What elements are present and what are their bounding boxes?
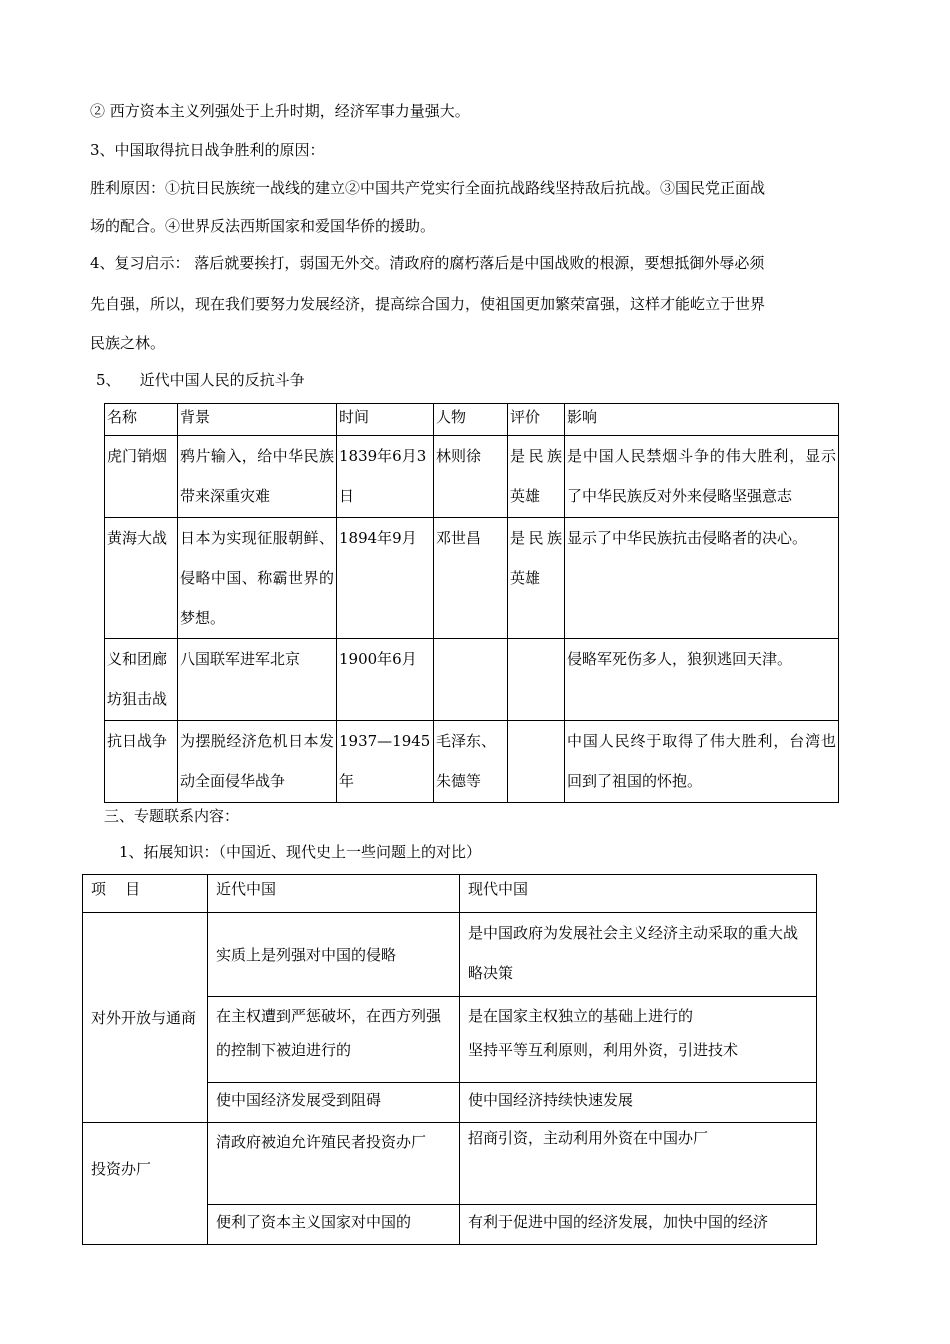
- header-contemporary-china: 现代中国: [460, 875, 817, 913]
- cell-name: 黄海大战: [105, 518, 178, 639]
- extension-knowledge-heading: 1、拓展知识：（中国近、现代史上一些问题上的对比）: [119, 843, 482, 861]
- section-3-heading: 三、专题联系内容：: [104, 807, 240, 825]
- cell-name: 义和团廊坊狙击战: [105, 639, 178, 721]
- header-time: 时间: [337, 404, 434, 436]
- cell-time: 1937—1945年: [337, 721, 434, 803]
- paragraph-1: ② 西方资本主义列强处于上升时期，经济军事力量强大。: [90, 102, 470, 120]
- comparison-table: [82, 874, 817, 1245]
- cell-early: 在主权遭到严惩破坏，在西方列强的控制下被迫进行的: [208, 997, 460, 1083]
- paragraph-2: 3、中国取得抗日战争胜利的原因：: [90, 141, 325, 159]
- table-row: [83, 913, 817, 997]
- cell-time: 1900年6月: [337, 639, 434, 721]
- header-name: 名称: [105, 404, 178, 436]
- group-label-investment: 投资办厂: [83, 1123, 208, 1245]
- cell-contemporary: 是在国家主权独立的基础上进行的 坚持平等互利原则，利用外资，引进技术: [460, 997, 817, 1083]
- cell-person: 邓世昌: [434, 518, 508, 639]
- header-item: 项 目: [83, 875, 208, 913]
- table-row: [105, 436, 839, 518]
- cell-background: 八国联军进军北京: [178, 639, 337, 721]
- cell-early: 使中国经济发展受到阻碍: [208, 1083, 460, 1123]
- cell-name: 抗日战争: [105, 721, 178, 803]
- paragraph-3-line-1: 胜利原因：①抗日民族统一战线的建立②中国共产党实行全面抗战路线坚持敌后抗战。③国民党正面战: [90, 179, 766, 197]
- cell-early: 清政府被迫允许殖民者投资办厂: [208, 1123, 460, 1205]
- cell-influence: 中国人民终于取得了伟大胜利，台湾也回到了祖国的怀抱。: [565, 721, 839, 803]
- cell-person: 林则徐: [434, 436, 508, 518]
- cell-person: 毛泽东、朱德等: [434, 721, 508, 803]
- table-row: [105, 721, 839, 803]
- cell-time: 1894年9月: [337, 518, 434, 639]
- group-label-opening: 对外开放与通商: [83, 913, 208, 1123]
- paragraph-4-line-3: 民族之林。: [90, 334, 166, 352]
- paragraph-3-line-2: 场的配合。④世界反法西斯国家和爱国华侨的援助。: [90, 217, 436, 235]
- cell-background: 鸦片输入，给中华民族带来深重灾难: [178, 436, 337, 518]
- cell-evaluation: [508, 639, 565, 721]
- header-influence: 影响: [565, 404, 839, 436]
- header-modern-china-early: 近代中国: [208, 875, 460, 913]
- cell-contemporary: 使中国经济持续快速发展: [460, 1083, 817, 1123]
- cell-person: [434, 639, 508, 721]
- resistance-table: [104, 403, 839, 803]
- table-header-row: [105, 404, 839, 436]
- cell-background: 为摆脱经济危机日本发动全面侵华战争: [178, 721, 337, 803]
- paragraph-4-line-2: 先自强，所以，现在我们要努力发展经济，提高综合国力，使祖国更加繁荣富强，这样才能屹立于世界: [90, 295, 766, 313]
- cell-influence: 是中国人民禁烟斗争的伟大胜利，显示了中华民族反对外来侵略坚强意志: [565, 436, 839, 518]
- cell-contemporary: 有利于促进中国的经济发展，加快中国的经济: [460, 1205, 817, 1245]
- cell-contemporary: 招商引资，主动利用外资在中国办厂: [460, 1123, 817, 1205]
- cell-time: 1839年6月3日: [337, 436, 434, 518]
- cell-influence: 显示了中华民族抗击侵略者的决心。: [565, 518, 839, 639]
- cell-early: 实质上是列强对中国的侵略: [208, 913, 460, 997]
- cell-background: 日本为实现征服朝鲜、侵略中国、称霸世界的梦想。: [178, 518, 337, 639]
- table-row: [83, 1123, 817, 1205]
- cell-influence: 侵略军死伤多人，狼狈逃回天津。: [565, 639, 839, 721]
- cell-evaluation: 是民族英雄: [508, 518, 565, 639]
- cell-evaluation: [508, 721, 565, 803]
- table-row: [105, 639, 839, 721]
- cell-name: 虎门销烟: [105, 436, 178, 518]
- header-evaluation: 评价: [508, 404, 565, 436]
- cell-early: 便利了资本主义国家对中国的: [208, 1205, 460, 1245]
- paragraph-4-line-1: 4、复习启示： 落后就要挨打，弱国无外交。清政府的腐朽落后是中国战败的根源，要想抵御外辱必须: [90, 254, 765, 272]
- cell-contemporary: 是中国政府为发展社会主义经济主动采取的重大战略决策: [460, 913, 817, 997]
- table-header-row: [83, 875, 817, 913]
- section-5-heading: 5、 近代中国人民的反抗斗争: [96, 371, 305, 389]
- cell-evaluation: 是民族英雄: [508, 436, 565, 518]
- header-background: 背景: [178, 404, 337, 436]
- table-row: [105, 518, 839, 639]
- header-person: 人物: [434, 404, 508, 436]
